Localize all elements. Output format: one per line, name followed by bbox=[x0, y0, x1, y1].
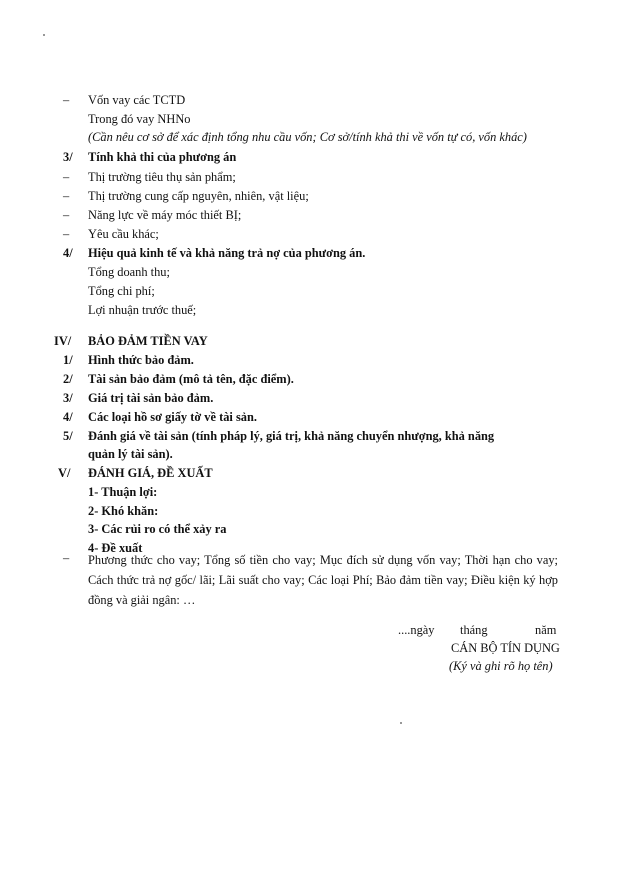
line-text: Năng lực về máy móc thiết BỊ; bbox=[88, 208, 242, 222]
line-text: Vốn vay các TCTD bbox=[88, 93, 186, 107]
line-text: Tổng doanh thu; bbox=[88, 265, 170, 279]
item-tai-san-bao-dam bbox=[0, 371, 620, 388]
item-number: 3/ bbox=[63, 391, 73, 405]
dash-marker: – bbox=[63, 93, 70, 107]
line-tong-doanh-thu bbox=[0, 264, 620, 281]
dash-marker: – bbox=[63, 227, 70, 241]
line-vay-nhno bbox=[0, 111, 620, 128]
item-kho-khan bbox=[0, 503, 620, 520]
section-heading: ĐÁNH GIÁ, ĐỀ XUẤT bbox=[88, 466, 213, 480]
heading-bao-dam-tien-vay bbox=[0, 333, 620, 350]
item-number: 2/ bbox=[63, 372, 73, 386]
line-yeu-cau-khac bbox=[0, 226, 620, 243]
scan-speck bbox=[400, 722, 402, 724]
line-text: Tổng chi phí; bbox=[88, 284, 155, 298]
item-text: quản lý tài sản). bbox=[88, 447, 173, 461]
item-text: Giá trị tài sản bảo đảm. bbox=[88, 391, 214, 405]
item-rui-ro bbox=[0, 521, 620, 538]
section-number: IV/ bbox=[54, 334, 72, 348]
dash-marker: – bbox=[63, 189, 70, 203]
item-text: Đánh giá về tài sản (tính pháp lý, giá trị, khả năng chuyển nhượng, khả năng bbox=[88, 429, 495, 443]
date-month-label: tháng bbox=[460, 623, 488, 637]
signature-instruction: (Ký và ghi rõ họ tên) bbox=[449, 659, 553, 673]
dash-marker: – bbox=[63, 551, 70, 565]
line-text: Lợi nhuận trước thuế; bbox=[88, 303, 197, 317]
item-ho-so-giay-to bbox=[0, 409, 620, 426]
line-thi-truong-cung-cap bbox=[0, 188, 620, 205]
heading-tinh-kha-thi bbox=[0, 149, 620, 166]
line-text: Trong đó vay NHNo bbox=[88, 112, 191, 126]
section-heading: Tính khả thi của phương án bbox=[88, 150, 237, 164]
item-hinh-thuc-bao-dam bbox=[0, 352, 620, 369]
item-text: Tài sản bảo đảm (mô tả tên, đặc điểm). bbox=[88, 372, 294, 386]
heading-hieu-qua-kinh-te bbox=[0, 245, 620, 262]
item-text: 1- Thuận lợi: bbox=[88, 485, 158, 499]
section-number: V/ bbox=[58, 466, 71, 480]
line-tong-chi-phi bbox=[0, 283, 620, 300]
section-heading: BẢO ĐẢM TIỀN VAY bbox=[88, 334, 208, 348]
item-number: 1/ bbox=[63, 353, 73, 367]
scan-speck bbox=[43, 34, 45, 36]
item-number: 4/ bbox=[63, 410, 73, 424]
section-number: 4/ bbox=[63, 246, 73, 260]
item-text: Các loại hồ sơ giấy tờ về tài sản. bbox=[88, 410, 257, 424]
line-text: Thị trường tiêu thụ sản phẩm; bbox=[88, 170, 236, 184]
line-nang-luc-may-moc bbox=[0, 207, 620, 224]
date-day-label: ....ngày bbox=[398, 623, 435, 637]
line-loi-nhuan bbox=[0, 302, 620, 319]
heading-danh-gia-de-xuat bbox=[0, 465, 620, 482]
item-danh-gia-tai-san-cont bbox=[0, 446, 620, 463]
date-year-label: năm bbox=[535, 623, 557, 637]
dash-marker: – bbox=[63, 170, 70, 184]
line-thi-truong-tieu-thu bbox=[0, 169, 620, 186]
dash-marker: – bbox=[63, 208, 70, 222]
item-thuan-loi bbox=[0, 484, 620, 501]
signer-role: CÁN BỘ TÍN DỤNG bbox=[451, 641, 560, 655]
section-number: 3/ bbox=[63, 150, 73, 164]
item-text: 4- Đề xuất bbox=[88, 541, 143, 555]
item-danh-gia-tai-san bbox=[0, 428, 620, 445]
item-text: 3- Các rủi ro có thể xảy ra bbox=[88, 522, 227, 536]
line-note-co-so bbox=[0, 129, 620, 146]
italic-note: (Cần nêu cơ sở để xác định tổng nhu cầu vốn; Cơ sở/tính khả thi về vốn tự có, vốn khác) bbox=[88, 130, 527, 144]
line-text: Yêu cầu khác; bbox=[88, 227, 159, 241]
line-text: Thị trường cung cấp nguyên, nhiên, vật liệu; bbox=[88, 189, 309, 203]
item-gia-tri-tai-san bbox=[0, 390, 620, 407]
line-von-vay-tctd bbox=[0, 92, 620, 109]
item-number: 5/ bbox=[63, 429, 73, 443]
section-heading: Hiệu quả kinh tế và khả năng trả nợ của phương án. bbox=[88, 246, 366, 260]
item-text: Hình thức bảo đảm. bbox=[88, 353, 194, 367]
final-paragraph: Phương thức cho vay; Tổng số tiền cho vay; Mục đích sử dụng vốn vay; Thời hạn cho vay; Cách thức trả nợ gốc/ lãi; Lãi suất cho vay; Các loại Phí; Bảo đảm tiền vay; Điều kiện ký hợp đồng và giải ngân: … bbox=[88, 553, 558, 607]
item-text: 2- Khó khăn: bbox=[88, 504, 159, 518]
